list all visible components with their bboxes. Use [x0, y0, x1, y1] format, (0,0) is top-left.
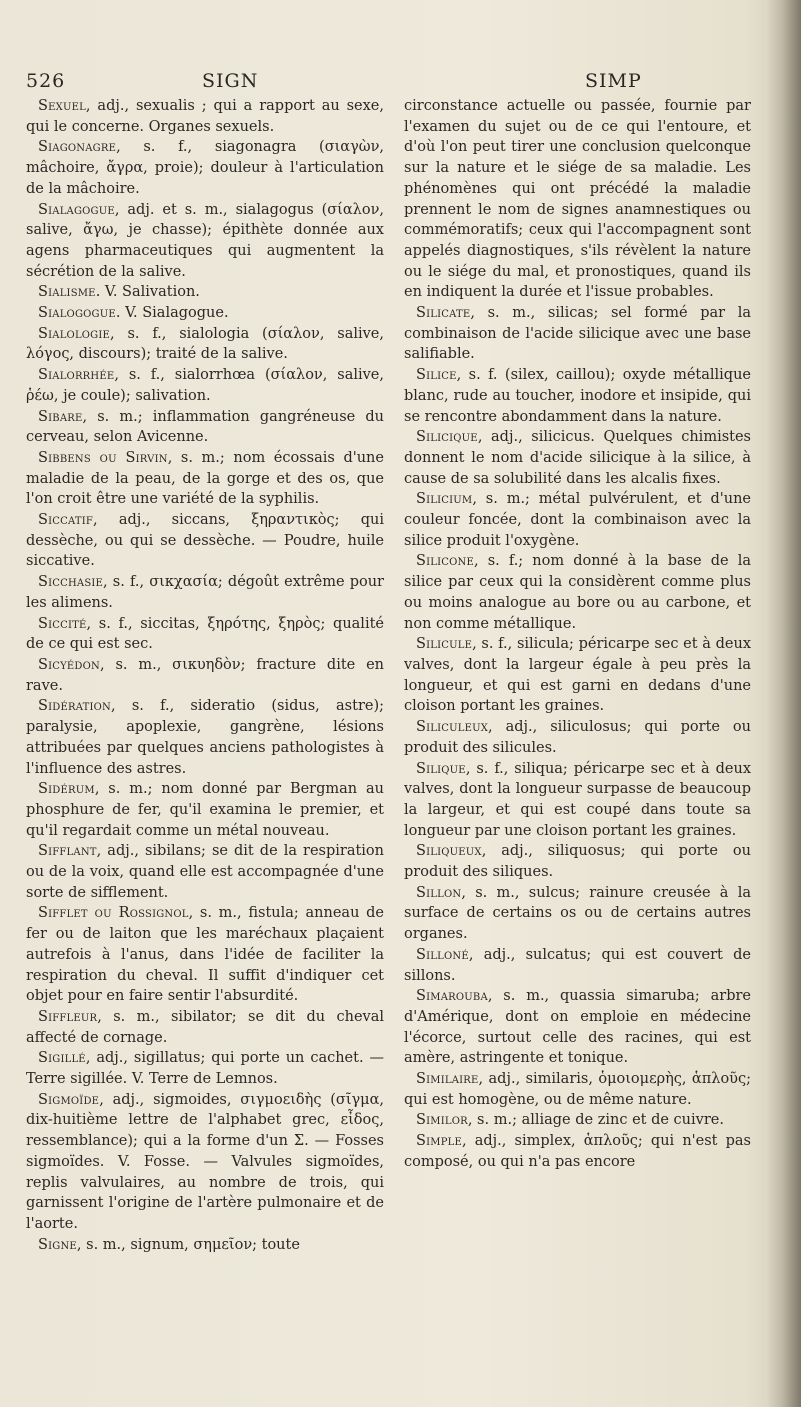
- dictionary-entry: [26, 510, 384, 572]
- entry-definition: , adj., sibilans; se dit de la respiration ou de la voix, quand elle est accompagnée d'une sorte de sifflement.: [26, 843, 384, 901]
- entry-definition: , s. f. (silex, caillou); oxyde métallique blanc, rude au toucher, inodore et insipide, qui se rencontre abondamment dans la nature.: [404, 367, 751, 425]
- dictionary-entry: [26, 96, 384, 137]
- dictionary-entry: [26, 572, 384, 613]
- entry-headword: Sialisme: [38, 284, 96, 301]
- entry-definition: , adj., silicicus. Quelques chimistes donnent le nom d'acide silicique à la silice, à cause de sa solubilité dans les alcalis fixes.: [404, 429, 751, 487]
- entry-definition: , s. f., siliqua; péricarpe sec et à deux valves, dont la longueur surpasse de beaucoup la largeur, et qui est coupé dans toute sa longueur par une cloison portant les graines.: [404, 760, 751, 839]
- entry-definition: , s. m.; alliage de zinc et de cuivre.: [467, 1112, 724, 1129]
- dictionary-entry: [26, 1048, 384, 1089]
- dictionary-entry: [404, 96, 751, 303]
- running-head-left: SIGN: [202, 70, 259, 92]
- entry-headword: Sigmoïde: [38, 1091, 100, 1108]
- entry-headword: Silicique: [416, 429, 478, 446]
- entry-definition: , adj., sigmoides, σιγμοειδὴς (σῖγμα, dix-huitième lettre de l'alphabet grec, εἶδος, ressemblance); qui a la forme d'un Σ. — Fosses sigmoïdes. V. Fosse. — Valvules sigmoïdes, replis valvulaires, au nombre de trois, qui garnissent l'origine de l'artère pulmonaire et de l'aorte.: [26, 1091, 384, 1232]
- entry-definition: circonstance actuelle ou passée, fournie par l'examen du sujet ou de ce qui l'entoure, et d'où l'on peut tirer une conclusion quelconque sur la nature et le siége de sa maladie. Les phénomènes qui ont précédé la maladie prennent le nom de signes anamnestiques ou commémoratifs; ceux qui l'accompagnent sont appelés diagnostiques, s'ils révèlent la nature ou le siége du mal, et pronostiques, quand ils en indiquent la durée et l'issue probables.: [404, 98, 751, 301]
- dictionary-entry: [26, 1090, 384, 1235]
- entry-headword: Sialagogue: [38, 201, 115, 218]
- dictionary-entry: [404, 717, 751, 758]
- dictionary-entry: [26, 1235, 384, 1256]
- entry-headword: Sibbens ou Sirvin: [38, 449, 168, 466]
- entry-headword: Sialogogue: [38, 305, 116, 322]
- dictionary-entry: [404, 841, 751, 882]
- entry-headword: Siagonagre: [38, 139, 117, 156]
- entry-definition: , s. f., siagonagra (σιαγὼν, mâchoire, ἄγρα, proie); douleur à l'articulation de la mâchoire.: [26, 139, 384, 197]
- dictionary-entry: [404, 489, 751, 551]
- entry-definition: , s. m., σικυηδὸν; fracture dite en rave.: [26, 656, 384, 694]
- dictionary-entry: [404, 303, 751, 365]
- dictionary-entry: [26, 696, 384, 779]
- entry-definition: , adj., sulcatus; qui est couvert de sillons.: [404, 946, 751, 984]
- entry-definition: , s. m.; métal pulvérulent, et d'une couleur foncée, dont la combinaison avec la silice produit l'oxygène.: [404, 491, 751, 549]
- dictionary-entry: [26, 779, 384, 841]
- entry-headword: Silicule: [416, 636, 473, 653]
- dictionary-entry: [404, 945, 751, 986]
- dictionary-entry: [404, 634, 751, 717]
- entry-definition: , adj., sexualis ; qui a rapport au sexe, qui le concerne. Organes sexuels.: [26, 98, 384, 135]
- entry-definition: , adj., siccans, ξηραντικὸς; qui dessèche, ou qui se dessèche. — Poudre, huile siccative.: [26, 512, 384, 570]
- dictionary-entry: [26, 282, 384, 303]
- entry-definition: , s. f., sialologia (σίαλον, salive, λόγος, discours); traité de la salive.: [26, 325, 384, 363]
- dictionary-entry: [26, 448, 384, 510]
- entry-headword: Similaire: [416, 1071, 479, 1088]
- entry-headword: Silique: [416, 760, 466, 777]
- entry-headword: Signe: [38, 1236, 77, 1253]
- entry-headword: Siffleur: [38, 1008, 98, 1025]
- entry-headword: Silicone: [416, 553, 474, 570]
- dictionary-entry: [404, 551, 751, 634]
- entry-headword: Silloné: [416, 946, 469, 963]
- entry-headword: Sillon: [416, 884, 462, 901]
- dictionary-entry: [404, 1110, 751, 1131]
- entry-definition: , s. m.; nom écossais d'une maladie de la peau, de la gorge et des os, que l'on croit être une variété de la syphilis.: [26, 449, 384, 508]
- entry-headword: Sialorrhée: [38, 367, 115, 384]
- dictionary-entry: [404, 759, 751, 842]
- entry-headword: Similor: [416, 1112, 468, 1129]
- entry-definition: . V. Salivation.: [95, 284, 200, 301]
- page-number: 526: [26, 70, 66, 92]
- dictionary-entry: [26, 303, 384, 324]
- entry-headword: Sicchasie: [38, 574, 104, 591]
- entry-definition: , s. f., siccitas, ξηρότης, ξηρὸς; qualité de ce qui est sec.: [26, 615, 384, 653]
- entry-headword: Simple: [416, 1133, 462, 1150]
- dictionary-entry: [26, 200, 384, 283]
- dictionary-entry: [404, 1131, 751, 1172]
- dictionary-entry: [404, 986, 751, 1069]
- dictionary-entry: [404, 1069, 751, 1110]
- entry-definition: , s. f.; nom donné à la base de la silice par ceux qui la considèrent comme plus ou moins analogue au bore ou au carbone, et non comme métallique.: [404, 553, 751, 632]
- entry-headword: Sialologie: [38, 325, 111, 342]
- dictionary-entry: [404, 365, 751, 427]
- dictionary-entry: [26, 137, 384, 199]
- dictionary-entry: [26, 365, 384, 406]
- dictionary-entry: [404, 427, 751, 489]
- entry-headword: Sicyédon: [38, 656, 101, 673]
- entry-definition: , adj., similaris, ὁμοιομερὴς, ἁπλοῦς; qui est homogène, ou de même nature.: [404, 1071, 751, 1108]
- entry-definition: , s. f., sialorrhœa (σίαλον, salive, ῥέω, je coule); salivation.: [26, 367, 384, 404]
- entry-definition: , s. f., silicula; péricarpe sec et à deux valves, dont la largeur égale à peu près la longueur, et qui est garni en dedans d'une cloison portant les graines.: [404, 636, 751, 715]
- page-edge-shadow: [767, 0, 801, 1407]
- dictionary-entry: [26, 324, 384, 365]
- entry-definition: , s. m., silicas; sel formé par la combinaison de l'acide silicique avec une base salifiable.: [404, 305, 751, 363]
- entry-definition: , s. m., fistula; anneau de fer ou de laiton que les maréchaux plaçaient autrefois à l'anus, dans l'idée de faciliter la respiration du cheval. Il suffit d'indiquer cet objet pour en faire sentir l'absurdité.: [26, 905, 384, 1005]
- entry-definition: , s. f., σικχασία; dégoût extrême pour les alimens.: [26, 574, 384, 611]
- entry-definition: , adj., siliculosus; qui porte ou produit des silicules.: [404, 719, 751, 756]
- entry-definition: , adj. et s. m., sialagogus (σίαλον, salive, ἄγω, je chasse); épithète donnée aux agens pharmaceutiques qui augmentent la sécrétion de la salive.: [26, 201, 384, 280]
- dictionary-entry: [404, 883, 751, 945]
- running-head-right: SIMP: [585, 70, 642, 92]
- entry-definition: , s. m.; nom donné par Bergman au phosphure de fer, qu'il examina le premier, et qu'il regardait comme un métal nouveau.: [26, 781, 384, 839]
- entry-headword: Siliqueux: [416, 843, 482, 860]
- dictionary-entry: [26, 407, 384, 448]
- dictionary-entry: [26, 614, 384, 655]
- entry-headword: Silice: [416, 367, 457, 384]
- dictionary-entry: [26, 655, 384, 696]
- entry-headword: Sigillé: [38, 1050, 86, 1067]
- right-column: [404, 96, 751, 1173]
- entry-headword: Siccité: [38, 615, 87, 632]
- dictionary-entry: [26, 841, 384, 903]
- entry-headword: Silicate: [416, 305, 471, 322]
- entry-headword: Sifflant: [38, 843, 97, 860]
- entry-headword: Sidérum: [38, 781, 95, 798]
- entry-definition: , s. m., quassia simaruba; arbre d'Amérique, dont on emploie en médecine l'écorce, surtout celle des racines, qui est amère, astringente et tonique.: [404, 988, 751, 1067]
- left-column: [26, 96, 384, 1255]
- entry-headword: Sifflet ou Rossignol: [38, 905, 189, 922]
- entry-headword: Simarouba: [416, 988, 488, 1005]
- entry-headword: Sidération: [38, 698, 111, 715]
- entry-definition: , adj., simplex, ἁπλοῦς; qui n'est pas composé, ou qui n'a pas encore: [404, 1133, 751, 1170]
- entry-definition: , s. f., sideratio (sidus, astre); paralysie, apoplexie, gangrène, lésions attribuées par quelques anciens pathologistes à l'influence des astres.: [26, 698, 384, 777]
- entry-definition: , adj., sigillatus; qui porte un cachet. — Terre sigillée. V. Terre de Lemnos.: [26, 1050, 384, 1088]
- entry-definition: , s. m., signum, σημεῖον; toute: [76, 1236, 300, 1253]
- entry-definition: , adj., siliquosus; qui porte ou produit des siliques.: [404, 843, 751, 881]
- entry-headword: Sexuel: [38, 98, 86, 114]
- dictionary-entry: [26, 903, 384, 1007]
- dictionary-entry: [26, 1007, 384, 1048]
- entry-headword: Silicium: [416, 491, 473, 508]
- entry-headword: Siliculeux: [416, 719, 489, 736]
- entry-definition: , s. m.; inflammation gangréneuse du cerveau, selon Avicenne.: [26, 408, 384, 446]
- entry-definition: , s. m., sulcus; rainure creusée à la surface de certains os ou de certains autres organes.: [404, 884, 751, 943]
- entry-headword: Sibare: [38, 408, 83, 425]
- entry-headword: Siccatif: [38, 512, 94, 529]
- entry-definition: , s. m., sibilator; se dit du cheval affecté de cornage.: [26, 1008, 384, 1046]
- entry-definition: . V. Sialagogue.: [115, 305, 229, 322]
